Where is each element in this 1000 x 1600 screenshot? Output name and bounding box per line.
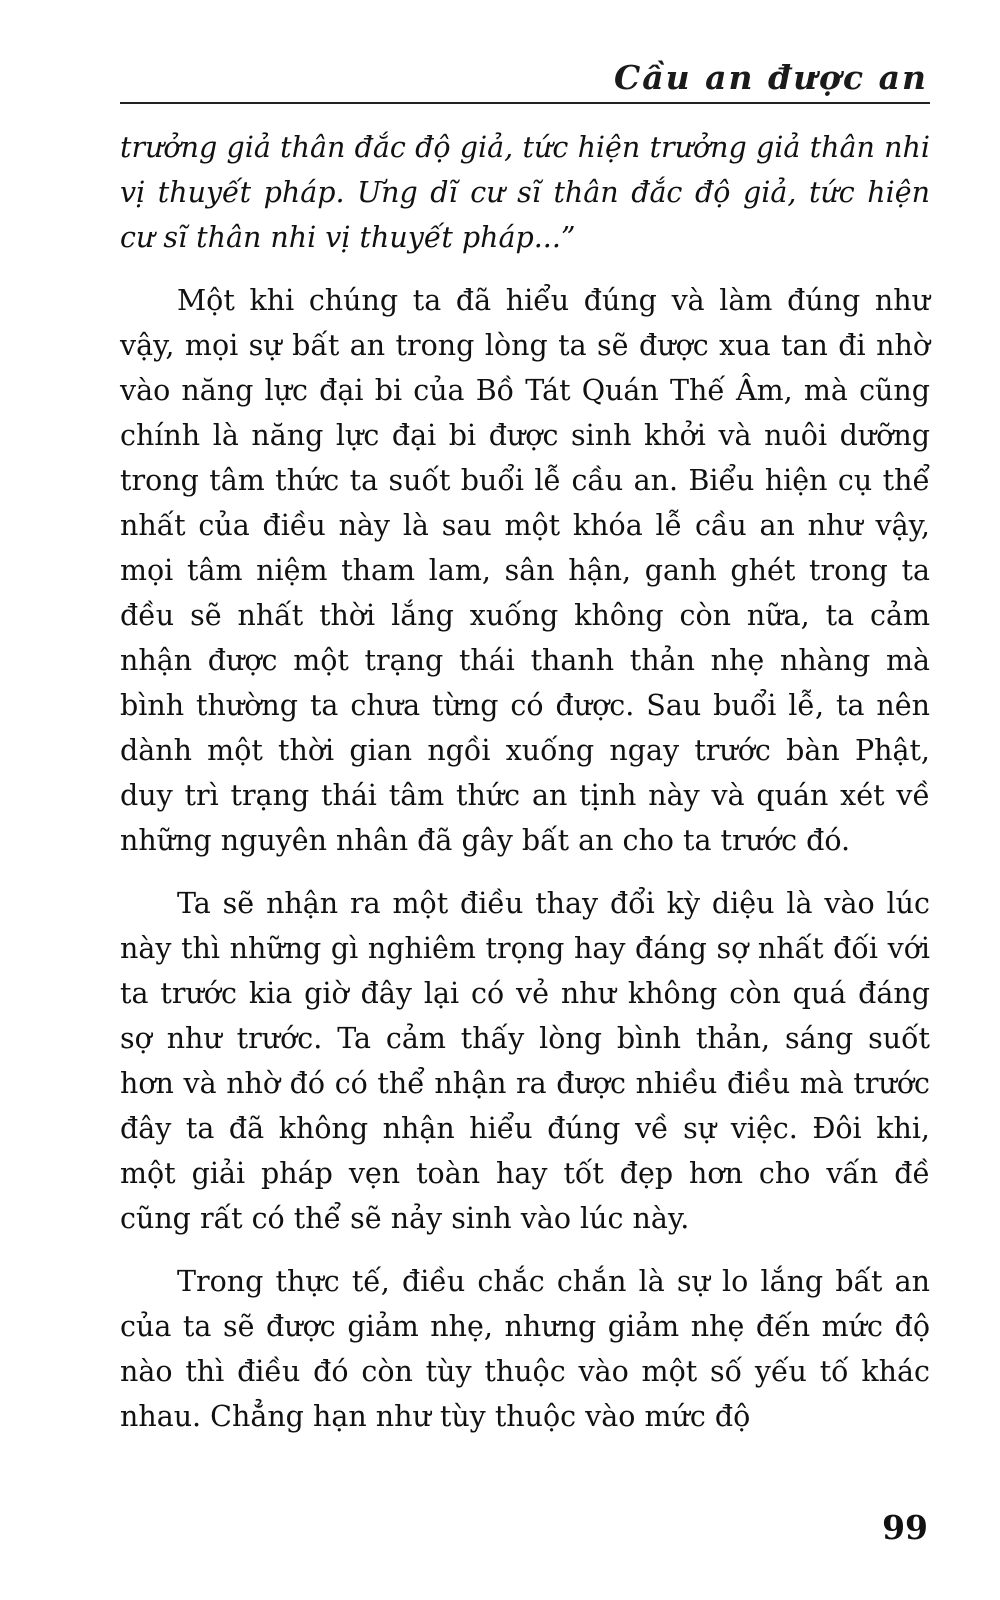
body-paragraph: Trong thực tế, điều chắc chắn là sự lo lắng bất an của ta sẽ được giảm nhẹ, nhưng giảm nhẹ đến mức độ nào thì điều đó còn tùy thuộc vào một số yếu tố khác nhau. Chẳng hạn như tùy thuộc vào mức độ	[120, 1265, 930, 1433]
body-paragraph: Một khi chúng ta đã hiểu đúng và làm đúng như vậy, mọi sự bất an trong lòng ta sẽ được xua tan đi nhờ vào năng lực đại bi của Bồ Tát Quán Thế Âm, mà cũng chính là năng lực đại bi được sinh khởi và nuôi dưỡng trong tâm thức ta suốt buổi lễ cầu an. Biểu hiện cụ thể nhất của điều này là sau một khóa lễ cầu an như vậy, mọi tâm niệm tham lam, sân hận, ganh ghét trong ta đều sẽ nhất thời lắng xuống không còn nữa, ta cảm nhận được một trạng thái thanh thản nhẹ nhàng mà bình thường ta chưa từng có được. Sau buổi lễ, ta nên dành một thời gian ngồi xuống ngay trước bàn Phật, duy trì trạng thái tâm thức an tịnh này và quán xét về những nguyên nhân đã gây bất an cho ta trước đó.	[120, 284, 930, 857]
page-number: 99	[882, 1508, 928, 1547]
page-body	[120, 125, 930, 1457]
running-head-title: Cầu an được an	[613, 58, 928, 97]
body-paragraph: Ta sẽ nhận ra một điều thay đổi kỳ diệu là vào lúc này thì những gì nghiêm trọng hay đáng sợ nhất đối với ta trước kia giờ đây lại có vẻ như không còn quá đáng sợ như trước. Ta cảm thấy lòng bình thản, sáng suốt hơn và nhờ đó có thể nhận ra được nhiều điều mà trước đây ta đã không nhận hiểu đúng về sự việc. Đôi khi, một giải pháp vẹn toàn hay tốt đẹp hơn cho vấn đề cũng rất có thể sẽ nảy sinh vào lúc này.	[120, 887, 930, 1235]
header-divider	[120, 102, 930, 104]
quote-continuation: trưởng giả thân đắc độ giả, tức hiện trưởng giả thân nhi vị thuyết pháp. Ưng dĩ cư sĩ thân đắc độ giả, tức hiện cư sĩ thân nhi vị thuyết pháp...”	[120, 131, 930, 254]
